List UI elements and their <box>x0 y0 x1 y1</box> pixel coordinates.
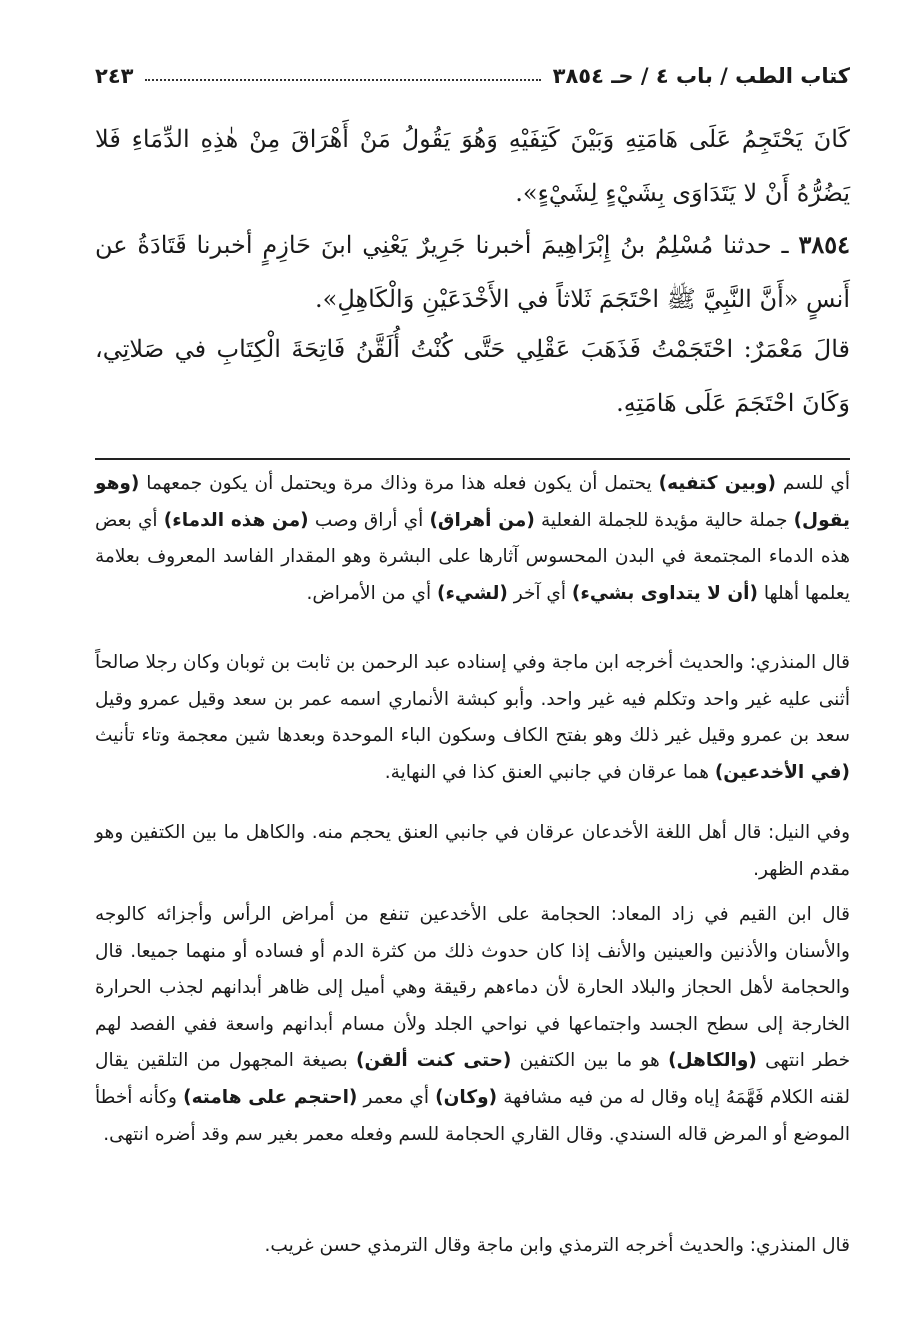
commentary-keyword: (من هذه الدماء) <box>163 509 309 531</box>
hadith-text-continued <box>95 112 850 220</box>
commentary-text: أي آخر <box>507 582 572 604</box>
page <box>95 0 850 1344</box>
commentary-keyword: (وكان) <box>435 1086 498 1108</box>
commentary-keyword: (أن لا يتداوى بشيء) <box>571 582 758 604</box>
hadith-3-text: قالَ مَعْمَرٌ: احْتَجَمْتُ فَذَهَبَ عَقْلِي حَتَّى كُنْتُ أُلَقَّنُ فَاتِحَةَ الْكِتَابِ في صَلاتِي، وَكَانَ احْتَجَمَ عَلَى هَامَتِهِ. <box>95 335 850 417</box>
commentary-keyword: (وبين كتفيه) <box>658 473 777 494</box>
footnote-divider <box>95 458 850 460</box>
commentary-text: قال المنذري: والحديث أخرجه ابن ماجة وفي إسناده عبد الرحمن بن ثابت بن ثوبان وكان رجلا صالحاً أثنى عليه غير واحد وتكلم فيه غير واحد. وأبو كبشة الأنماري اسمه عمر بن سعد وقيل عمرو وقيل سعد بن عمرو وقيل غير ذلك وهو بفتح الكاف وسكون الباء الموحدة وبعدها شين معجمة وتاء تأنيث <box>95 652 850 747</box>
commentary-keyword: (والكاهل) <box>668 1050 757 1072</box>
hadith-1-text: كَانَ يَحْتَجِمُ عَلَى هَامَتِهِ وَبَيْنَ كَتِفَيْهِ وَهُوَ يَقُولُ مَنْ أَهْرَاقَ مِنْ هٰذِهِ الدِّمَاءِ فَلا يَضُرُّهُ أَنْ لا يَتَدَاوَى بِشَيْءٍ لِشَيْءٍ». <box>95 125 850 207</box>
commentary-text: قال المنذري: والحديث أخرجه الترمذي وابن ماجة وقال الترمذي حسن غريب. <box>264 1235 850 1256</box>
header-title: كتاب الطب / باب ٤ / حـ ٣٨٥٤ <box>552 64 850 88</box>
commentary-text: هما عرقان في جانبي العنق كذا في النهاية. <box>384 761 715 783</box>
commentary-text: يحتمل أن يكون فعله هذا مرة وذاك مرة ويحتمل أن يكون جمعهما <box>139 473 659 494</box>
commentary-text: بصيغة المجهول من التلقين يقال لقنه الكلام فَهَّمَهُ إياه وقال له من فيه مشافهة <box>95 1050 850 1108</box>
commentary-text: قال ابن القيم في زاد المعاد: الحجامة على الأخدعين تنفع من أمراض الرأس وأجزائه كالوجه والأسنان والأذنين والعينين والأنف إذا كان حدوث ذلك من كثرة الدم أو فساده أو منهما جميعا. قال والحجامة لأهل الحجاز والبلاد الحارة لأن دماءهم رقيقة وهي أميل إلى ظاهر أبدانهم لجذب الحرارة الخارجة إلى سطح الجسد واجتماعها في نواحي الجلد ولأن مسام أبدانهم واسعة ففي الفصد لهم خطر انتهى <box>95 904 851 1072</box>
mamar-statement <box>95 322 850 430</box>
commentary-paragraph-5 <box>95 1228 850 1265</box>
commentary-paragraph-1 <box>95 466 850 612</box>
commentary-text: أي بعض هذه الدماء المجتمعة في البدن المحسوس آثارها على البشرة وهو المقدار الفاسد المعروف بعلامة يعلمها أهلها <box>95 509 850 604</box>
page-number: ٢٤٣ <box>95 64 134 88</box>
hadith-2-text: ـ حدثنا مُسْلِمُ بنُ إِبْرَاهِيمَ أخبرنا جَرِيرٌ يَعْنِي ابنَ حَازِمٍ أخبرنا قَتَادَةُ عن أَنسٍ «أَنَّ النَّبِيَّ ﷺ احْتَجَمَ ثَلاثاً في الأَخْدَعَيْنِ وَالْكَاهِلِ». <box>95 231 850 313</box>
hadith-3854 <box>95 218 850 326</box>
commentary-keyword: (احتجم على هامته) <box>183 1086 358 1108</box>
commentary-keyword: (من أهراق) <box>429 509 535 531</box>
commentary-keyword: (وهو يقول) <box>95 473 850 531</box>
header-dot-leader <box>145 79 540 81</box>
hadith-number: ٣٨٥٤ <box>798 230 850 259</box>
commentary-paragraph-3 <box>95 815 850 888</box>
commentary-text: هو ما بين الكتفين <box>511 1050 669 1072</box>
commentary-text: أي من الأمراض. <box>306 582 437 604</box>
commentary-paragraph-2 <box>95 645 850 791</box>
commentary-text: أي معمر <box>357 1086 436 1108</box>
running-header <box>95 56 850 96</box>
commentary-keyword: (حتى كنت ألقن) <box>356 1050 512 1072</box>
commentary-text: وكأنه أخطأ الموضع أو المرض قاله السندي. وقال القاري الحجامة للسم وفعله معمر بغير سم وقد أضره انتهى. <box>95 1086 850 1145</box>
commentary-keyword: (لشيء) <box>437 582 508 604</box>
commentary-text: أي أراق وصب <box>308 509 430 531</box>
commentary-text: جملة حالية مؤيدة للجملة الفعلية <box>534 509 794 531</box>
commentary-keyword: (في الأخدعين) <box>714 761 850 783</box>
commentary-text: أي للسم <box>776 473 850 494</box>
commentary-paragraph-4 <box>95 897 850 1153</box>
commentary-text: وفي النيل: قال أهل اللغة الأخدعان عرقان في جانبي العنق يحجم منه. والكاهل ما بين الكتفين وهو مقدم الظهر. <box>95 822 850 880</box>
